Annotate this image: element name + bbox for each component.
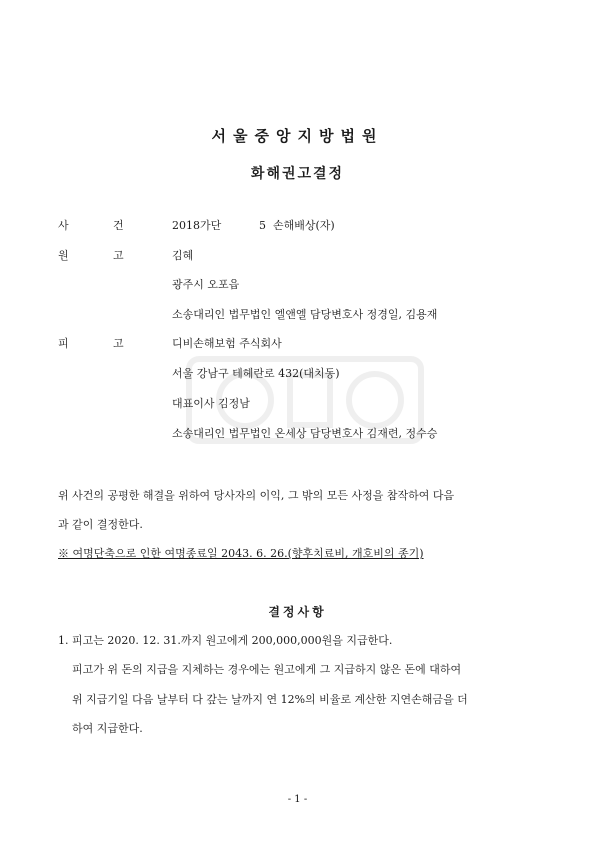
- case-number-suffix: [259, 217, 335, 233]
- case-label-1: 사: [58, 219, 69, 232]
- defendant-counsel: 소송대리인 법무법인 온세상 담당변호사 김재련, 정수승: [172, 427, 438, 440]
- intro-note: ※ 여명단축으로 인한 여명종료일 2043. 6. 26.(향후치료비, 개호비의 종기): [58, 547, 424, 560]
- case-number: 2018가단: [172, 219, 222, 232]
- plaintiff-label-2: 고: [113, 249, 124, 262]
- court-name: 서울중앙지방법원: [211, 127, 384, 145]
- case-number-2: 5: [259, 219, 266, 232]
- case-subject: 손해배상(자): [273, 219, 335, 232]
- plaintiff-counsel: 소송대리인 법무법인 엘앤엘 담당변호사 정경일, 김용재: [172, 308, 438, 321]
- defendant-name: 디비손해보험 주식회사: [172, 337, 282, 350]
- plaintiff-name: 김혜: [172, 249, 194, 262]
- defendant-representative: 대표이사 김정남: [172, 397, 250, 410]
- decision-heading: 결정사항: [268, 605, 327, 619]
- decision-item-1-line-4: 하여 지급한다.: [72, 722, 143, 735]
- decision-item-1: 1. 피고는 2020. 12. 31.까지 원고에게 200,000,000원을 지급한다.: [58, 634, 393, 647]
- defendant-label-2: 고: [113, 337, 124, 350]
- document-title: 화해권고결정: [250, 166, 345, 182]
- defendant-label-1: 피: [58, 337, 69, 350]
- decision-item-1-line-2: 피고가 위 돈의 지급을 지체하는 경우에는 원고에게 그 지급하지 않은 돈에 대하여: [72, 663, 462, 676]
- plaintiff-address: 광주시 오포읍: [172, 278, 240, 291]
- defendant-address: 서울 강남구 테헤란로 432(대치동): [172, 367, 340, 380]
- page-number: - 1 -: [287, 794, 308, 805]
- intro-line-1: 위 사건의 공평한 해결을 위하여 당사자의 이익, 그 밖의 모든 사정을 참작하여 다음: [58, 489, 455, 502]
- plaintiff-label-1: 원: [58, 249, 69, 262]
- case-label-2: 건: [113, 219, 124, 232]
- intro-line-2: 과 같이 결정한다.: [58, 518, 143, 531]
- decision-item-1-line-3: 위 지급기일 다음 날부터 다 갚는 날까지 연 12%의 비율로 계산한 지연손해금을 더: [72, 693, 468, 706]
